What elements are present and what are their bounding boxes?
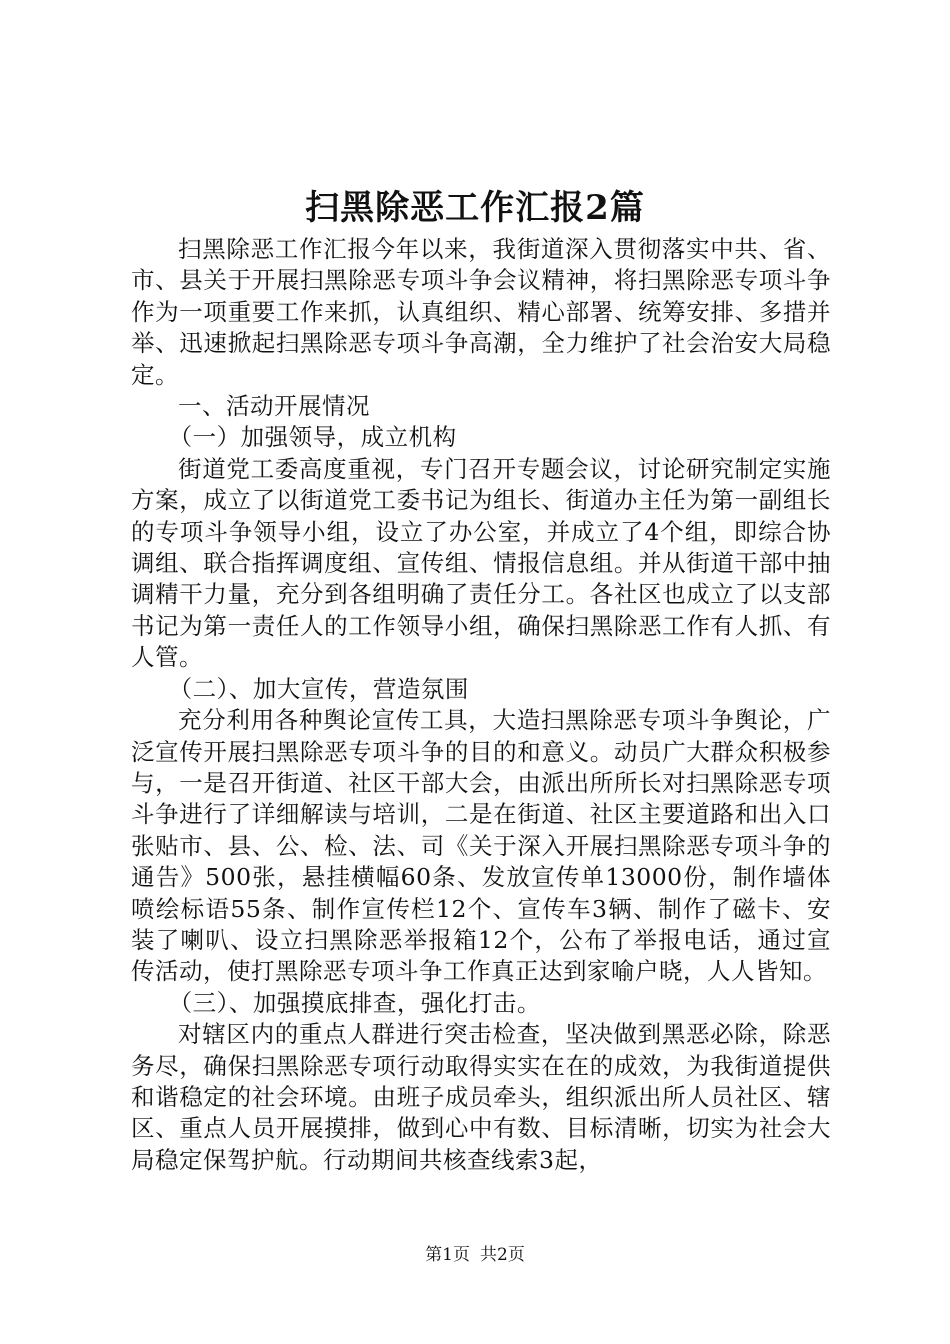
document-title: 扫黑除恶工作汇报2篇: [305, 188, 645, 228]
paragraph-body: 对辖区内的重点人群进行突击检查，坚决做到黑恶必除，除恶务尽，确保扫黑除恶专项行动取得实实在在的成效，为我街道提供和谐稳定的社会环境。由班子成员牵头，组织派出所人员社区、辖区、重点人员开展摸排，做到心中有数、目标清晰，切实为社会大局稳定保驾护航。行动期间共核查线索3起，: [131, 1020, 831, 1174]
paragraph-intro: 扫黑除恶工作汇报今年以来，我街道深入贯彻落实中共、省、市、县关于开展扫黑除恶专项斗争会议精神，将扫黑除恶专项斗争作为一项重要工作来抓，认真组织、精心部署、统筹安排、多措并举、迅速掀起扫黑除恶专项斗争高潮，全力维护了社会治安大局稳定。: [131, 235, 831, 389]
subsection-heading: （一）加强领导，成立机构: [168, 423, 457, 452]
paragraph-body: 充分利用各种舆论宣传工具，大造扫黑除恶专项斗争舆论，广泛宣传开展扫黑除恶专项斗争的目的和意义。动员广大群众积极参与，一是召开街道、社区干部大会，由派出所所长对扫黑除恶专项斗争进行了详细解读与培训，二是在街道、社区主要道路和出入口张贴市、县、公、检、法、司《关于深入开展扫黑除恶专项斗争的通告》500张，悬挂横幅60条、发放宣传单13000份，制作墙体喷绘标语55条、制作宣传栏12个、宣传车3辆、制作了磁卡、安装了喇叭、设立扫黑除恶举报箱12个，公布了举报电话，通过宣传活动，使打黑除恶专项斗争工作真正达到家喻户晓，人人皆知。: [131, 706, 831, 986]
page-footer: [0, 1243, 950, 1267]
section-heading: 一、活动开展情况: [178, 392, 370, 421]
page-total: 共2页: [480, 1245, 525, 1265]
paragraph-body: 街道党工委高度重视，专门召开专题会议，讨论研究制定实施方案，成立了以街道党工委书记为组长、街道办主任为第一副组长的专项斗争领导小组，设立了办公室，并成立了4个组，即综合协调组、联合指挥调度组、宣传组、情报信息组。并从街道干部中抽调精干力量，充分到各组明确了责任分工。各社区也成立了以支部书记为第一责任人的工作领导小组，确保扫黑除恶工作有人抓、有人管。: [131, 454, 831, 672]
subsection-heading: （二）、加大宣传，营造氛围: [168, 674, 469, 703]
subsection-heading: （三）、加强摸底排查，强化打击。: [168, 988, 541, 1017]
document-body: [131, 234, 831, 1176]
page-number: 第1页: [425, 1245, 470, 1265]
